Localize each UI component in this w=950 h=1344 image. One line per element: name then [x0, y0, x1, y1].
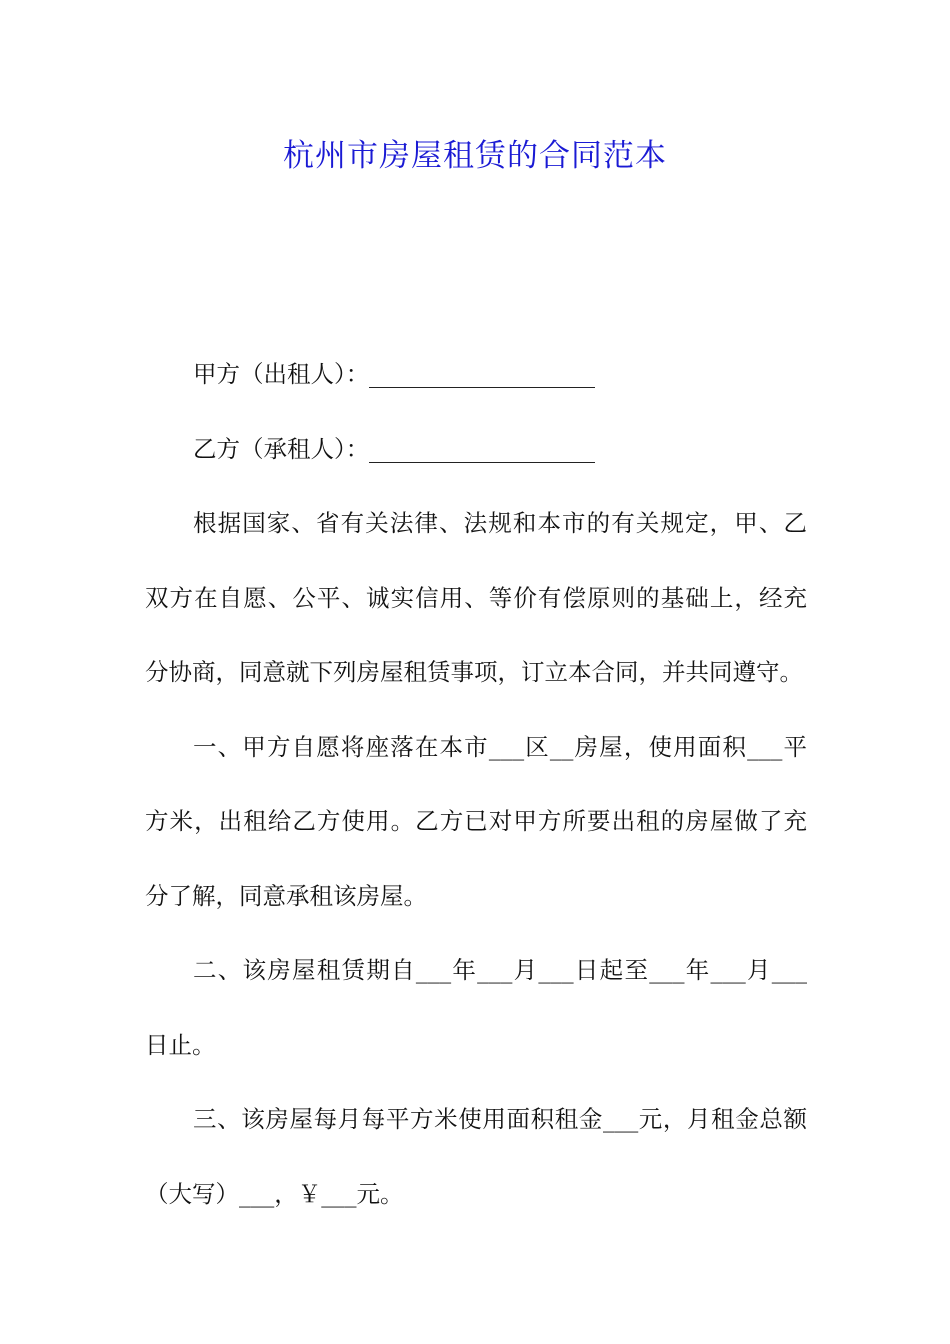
- clause-3-line-2: （大写）___，￥___元。: [145, 1179, 404, 1208]
- clause-3-line-1: 三、该房屋每月每平方米使用面积租金___元，月租金总额: [193, 1105, 807, 1133]
- party-a-blank: [369, 357, 595, 388]
- clause-1-line-3: 分了解，同意承租该房屋。: [145, 881, 427, 910]
- clause-1-line-1: 一、甲方自愿将座落在本市___区__房屋，使用面积___平: [193, 732, 807, 761]
- clause-1-line-2: 方米，出租给乙方使用。乙方已对甲方所要出租的房屋做了充: [145, 807, 807, 835]
- party-b-line: [145, 412, 807, 487]
- preamble-line-1: 根据国家、省有关法律、法规和本市的有关规定，甲、乙: [193, 509, 807, 537]
- party-a-line: [145, 337, 807, 412]
- party-a-label: 甲方（出租人）：: [193, 360, 370, 388]
- contract-body: [145, 337, 807, 1231]
- party-b-label: 乙方（承租人）：: [193, 434, 370, 463]
- clause-2-line-1: 二、该房屋租赁期自___年___月___日起至___年___月___: [193, 956, 807, 984]
- clause-2-line-2: 日止。: [145, 1030, 216, 1059]
- preamble-line-2: 双方在自愿、公平、诚实信用、等价有偿原则的基础上，经充: [145, 583, 807, 612]
- party-b-blank: [369, 432, 595, 463]
- document-title: 杭州市房屋租赁的合同范本: [283, 138, 667, 174]
- preamble-line-3: 分协商，同意就下列房屋租赁事项，订立本合同，并共同遵守。: [145, 658, 803, 686]
